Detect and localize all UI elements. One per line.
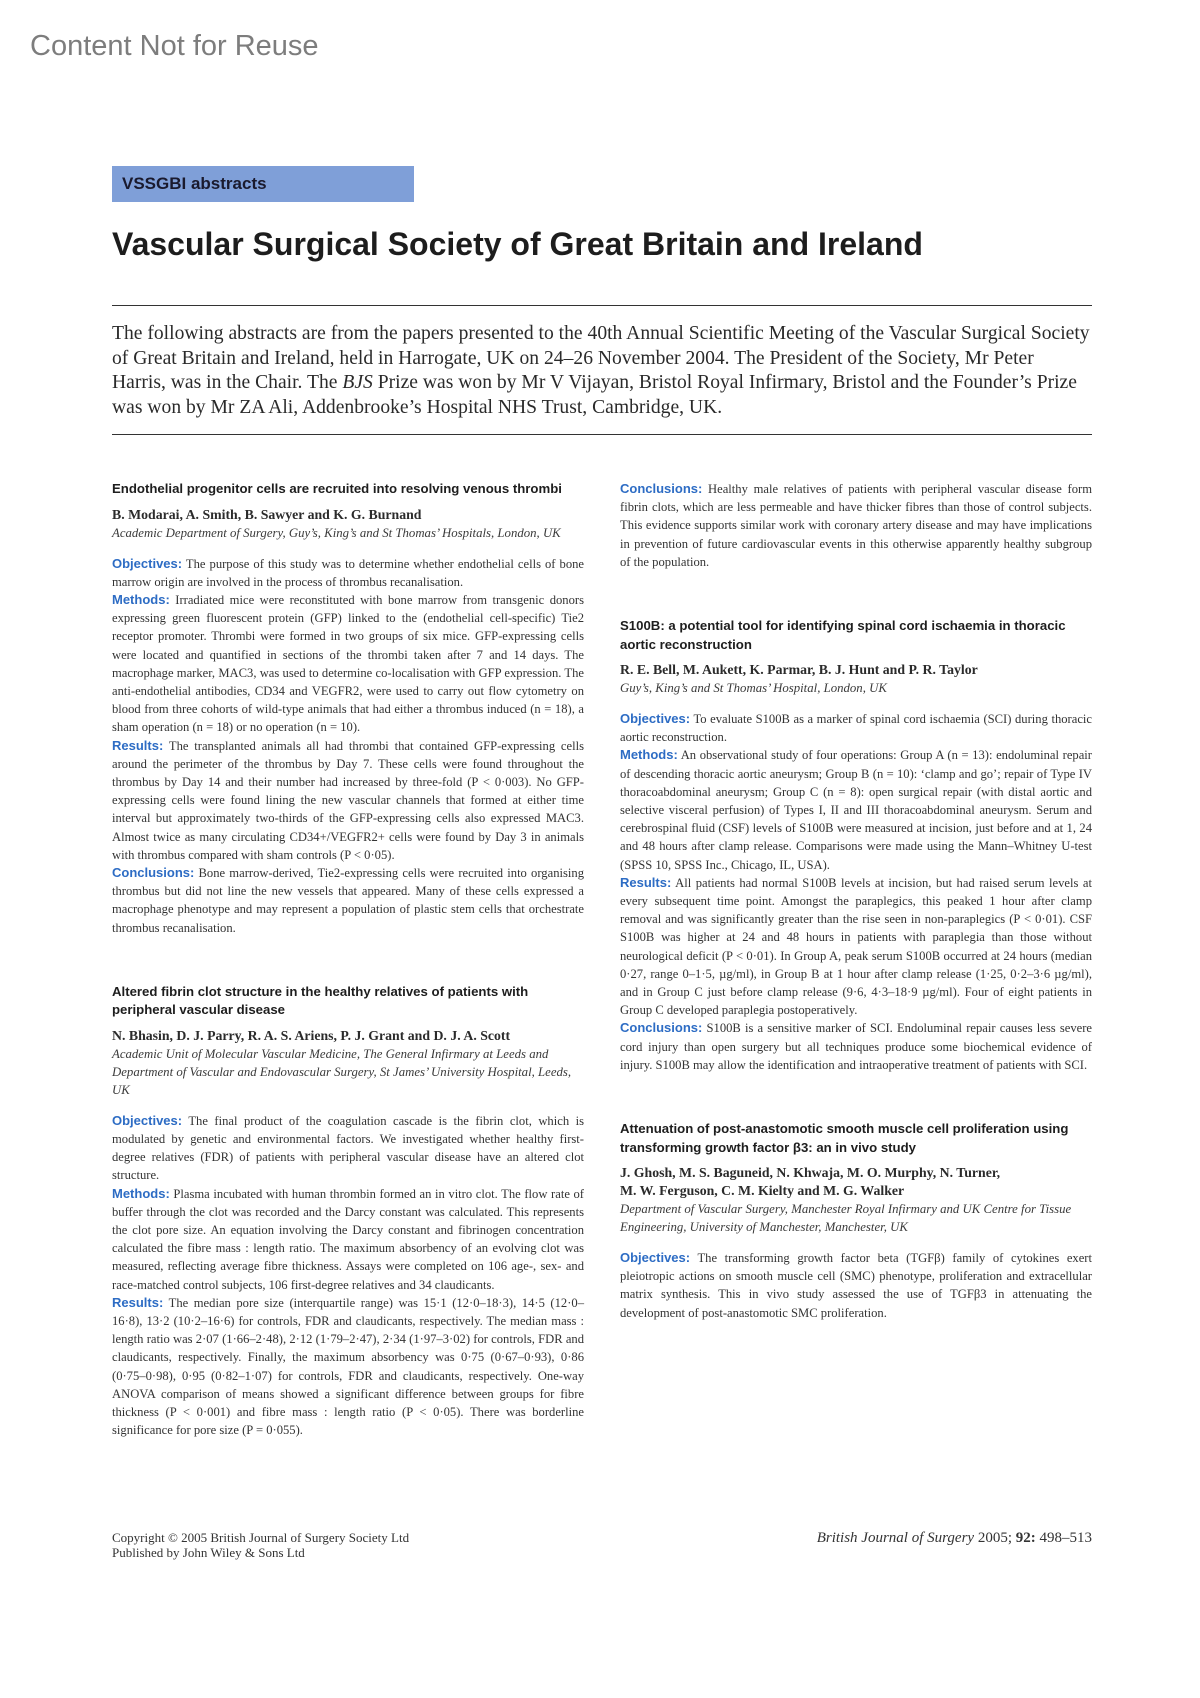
abstract-authors: J. Ghosh, M. S. Baguneid, N. Khwaja, M. O. Murphy, N. Turner, <box>620 1165 1001 1181</box>
journal-pages: 498–513 <box>1039 1530 1092 1546</box>
methods-label: Methods: <box>112 1185 170 1201</box>
objectives-label: Objectives: <box>112 555 183 571</box>
conclusions-label: Conclusions: <box>112 864 195 880</box>
results-text: The median pore size (interquartile range) was 15·1 (12·0–18·3), 14·5 (12·0–16·8), 13·2 (10·2–16·6) for controls, FDR and claudicants, respectively. The median mass : length ratio was 2·07 (1·66–2·48), 2·12 (1·79–2·47), 2·34 (1·97–3·02) for controls, FDR and claudicants, respectively. Finally, the maximum absorbency was 0·75 (0·67–0·93), 0·86 (0·75–0·98), 0·95 (0·82–1·07) for controls, FDR and claudicants, respectively. One-way ANOVA comparison of means showed a significant difference between groups for fibre thickness (P < 0·001) and fibre mass : length ratio (P < 0·05). There was borderline significance for pore size (P = 0·055). <box>112 1295 584 1438</box>
objectives-text: The purpose of this study was to determine whether endothelial cells of bone marrow origin are involved in the process of thrombus recanalisation. <box>112 556 584 589</box>
results-label: Results: <box>112 737 164 753</box>
conclusions-text: Bone marrow-derived, Tie2-expressing cells were recruited into organising thrombus but did not line the new vessels that appeared. Many of these cells expressed a macrophage phenotype and may represent a population of plastic stem cells that orchestrate thrombus recanalisation. <box>112 865 584 935</box>
results-text: The transplanted animals all had thrombi that contained GFP-expressing cells around the perimeter of the thrombus by Day 7. These cells were found throughout the thrombus by Day 14 and their number had increased by three-fold (P < 0·003). No GFP-expressing cells were found lining the new vascular channels that formed at either time interval but approximately two-thirds of the GFP-expressing cells also expressed MAC3. Almost twice as many circulating CD34+/VEGFR2+ cells were found by Day 3 in animals with thrombus compared with sham controls (P < 0·05). <box>112 738 585 862</box>
journal-volume: 92: <box>1015 1530 1036 1546</box>
abstract-title: S100B: a potential tool for identifying spinal cord ischaemia in thoracic aortic reconstruction <box>620 618 1066 652</box>
abstract-conclusions <box>620 1019 1092 1074</box>
spacer <box>620 1074 1092 1120</box>
intro-text-b: Prize was won by Mr V Vijayan, Bristol Royal Infirmary, Bristol and the Founder’s Prize was won by Mr ZA Ali, Addenbrooke’s Hospital NHS Trust, Cambridge, UK. <box>112 372 1077 418</box>
abstract-2 <box>112 983 584 1440</box>
intro-paragraph <box>112 322 1092 420</box>
intro-text-a: The following abstracts are from the papers presented to the 40th Annual Scientific Meeting of the Vascular Surgical Society of Great Britain and Ireland, held in Harrogate, UK on 24–26 November 2004. The President of the Society, Mr Peter Harris, was in the Chair. The <box>112 323 1090 393</box>
spacer <box>620 571 1092 617</box>
abstract-methods <box>620 746 1092 873</box>
footer-copyright <box>112 1530 409 1560</box>
abstract-results <box>620 874 1092 1020</box>
intro-journal: BJS <box>342 372 373 393</box>
journal-year: 2005; <box>977 1530 1012 1546</box>
conclusions-text: Healthy male relatives of patients with peripheral vascular disease form fibrin clots, which are less permeable and have thicker fibres than those of control subjects. This evidence supports similar work with coronary artery disease and may have implications in prevention of future cardiovascular events in this otherwise apparently healthy subgroup of the population. <box>620 482 1093 569</box>
methods-text: An observational study of four operations: Group A (n = 13): endoluminal repair of descending thoracic aortic aneurysm; Group B (n = 10): ‘clamp and go’; repair of Type IV thoracoabdominal aneurysm; Group C (n = 8): open surgical repair (with distal aortic and selective visceral perfusion) of Types I, II and III thoracoabdominal aneurysm. Serum and cerebrospinal fluid (CSF) levels of S100B were measured at incision, just before and at 1, 24 and 48 hours after clamp release. Comparisons were made using the Mann–Whitney U-test (SPSS 10, SPSS Inc., Chicago, IL, USA). <box>620 748 1092 872</box>
abstract-title: Endothelial progenitor cells are recruited into resolving venous thrombi <box>112 481 562 496</box>
abstract-objectives <box>112 1112 584 1185</box>
abstract-affiliation: Guy’s, King’s and St Thomas’ Hospital, London, UK <box>620 681 887 696</box>
conclusions-text: S100B is a sensitive marker of SCI. Endoluminal repair causes less severe cord injury than open surgery but all techniques produce some biochemical evidence of injury. S100B may allow the identification and intraoperative treatment of patients with SCI. <box>620 1021 1092 1072</box>
objectives-text: The final product of the coagulation cascade is the fibrin clot, which is modulated by genetic and environmental factors. We investigated whether healthy first-degree relatives (FDR) of patients with peripheral vascular disease have an altered clot structure. <box>112 1113 584 1183</box>
results-label: Results: <box>112 1294 164 1310</box>
abstract-conclusions <box>112 864 584 937</box>
abstract-results <box>112 737 584 864</box>
watermark: Content Not for Reuse <box>30 30 319 62</box>
abstract-methods <box>112 591 584 737</box>
abstract-2-continued <box>620 480 1092 571</box>
conclusions-label: Conclusions: <box>620 481 703 496</box>
section-tag: VSSGBI abstracts <box>112 166 414 202</box>
objectives-label: Objectives: <box>620 1250 691 1266</box>
results-text: All patients had normal S100B levels at incision, but had raised serum levels at every subsequent time point. Amongst the paraplegics, this peaked 1 hour after clamp removal and was significantly greater than the rise seen in non-paraplegics (P < 0·01). CSF S100B was higher at 24 and 48 hours in patients with paraplegia than those without neurological deficit (P < 0·01). In Group A, peak serum S100B occurred at 24 hours (median 0·27, range 0–1·5, µg/ml), in Group B at 1 hour after clamp release (1·25, 0·2–3·6 µg/ml), and in Group C just before clamp release (9·6, 4·3–18·9 µg/ml). Four of eight patients in Group C developed paraplegia postoperatively. <box>620 875 1092 1018</box>
abstract-1 <box>112 480 584 937</box>
abstract-authors: N. Bhasin, D. J. Parry, R. A. S. Ariens, P. J. Grant and D. J. A. Scott <box>112 1027 511 1043</box>
left-column <box>112 480 584 1439</box>
abstract-title: Attenuation of post-anastomotic smooth muscle cell proliferation using transforming growth factor β3: an in vivo study <box>620 1121 1069 1155</box>
abstract-authors: R. E. Bell, M. Aukett, K. Parmar, B. J. Hunt and P. R. Taylor <box>620 662 978 678</box>
journal-name: British Journal of Surgery <box>816 1530 975 1546</box>
abstract-objectives <box>620 1249 1092 1322</box>
copyright-line: Copyright © 2005 British Journal of Surgery Society Ltd <box>112 1530 410 1545</box>
abstract-affiliation: Department of Vascular Surgery, Manchester Royal Infirmary and UK Centre for Tissue Engineering, University of Manchester, Manchester, UK <box>620 1202 1072 1235</box>
abstract-affiliation: Academic Unit of Molecular Vascular Medicine, The General Infirmary at Leeds and Department of Vascular and Endovascular Surgery, St James’ University Hospital, Leeds, UK <box>112 1046 572 1097</box>
abstract-objectives <box>620 710 1092 746</box>
spacer <box>112 937 584 983</box>
methods-text: Plasma incubated with human thrombin formed an in vitro clot. The flow rate of buffer through the clot was recorded and the Darcy constant was calculated. This represents the clot pore size. An equation involving the Darcy constant and fibrinogen concentration calculated the fibre mass : length ratio. The maximum absorbency of an evolving clot was measured, reflecting average fibre thickness. Assays were completed on 106 age-, sex- and race-matched control subjects, 106 first-degree relatives and 34 claudicants. <box>112 1186 584 1292</box>
objectives-text: The transforming growth factor beta (TGFβ) family of cytokines exert pleiotropic actions on smooth muscle cell (SMC) phenotype, proliferation and extracellular matrix synthesis. This in vivo study assessed the use of TGFβ3 in attenuating the development of post-anastomotic SMC proliferation. <box>620 1251 1093 1320</box>
abstract-conclusions <box>620 480 1092 571</box>
abstract-title: Altered fibrin clot structure in the healthy relatives of patients with peripheral vascular disease <box>112 983 529 1018</box>
abstract-authors: M. W. Ferguson, C. M. Kielty and M. G. Walker <box>620 1183 905 1199</box>
methods-text: Irradiated mice were reconstituted with bone marrow from transgenic donors expressing green fluorescent protein (GFP) linked to the (endothelial cell-specific) Tie2 receptor promoter. Thrombi were formed in two groups of six mice. GFP-expressing cells were located and quantified in sections of the thrombi taken after 7 and 14 days. The macrophage marker, MAC3, was used to determine co-localisation with GFP expression. The anti-endothelial antibodies, CD34 and VEGFR2, were used to carry out flow cytometry on blood from three cohorts of wild-type animals that had either a thrombus induced (n = 18), a sham operation (n = 18) or no operation (n = 10). <box>112 592 584 735</box>
objectives-text: To evaluate S100B as a marker of spinal cord ischaemia (SCI) during thoracic aortic reconstruction. <box>620 712 1092 745</box>
abstract-affiliation: Academic Department of Surgery, Guy’s, King’s and St Thomas’ Hospitals, London, UK <box>112 525 561 540</box>
abstract-results <box>112 1294 584 1440</box>
abstract-3 <box>620 617 1092 1074</box>
methods-label: Methods: <box>620 747 678 763</box>
objectives-label: Objectives: <box>620 711 691 727</box>
objectives-label: Objectives: <box>112 1112 183 1128</box>
results-label: Results: <box>620 874 672 890</box>
abstract-methods <box>112 1185 584 1294</box>
methods-label: Methods: <box>112 591 170 607</box>
footer-citation <box>790 1530 1092 1547</box>
abstract-objectives <box>112 555 584 591</box>
right-column <box>620 480 1092 1322</box>
conclusions-label: Conclusions: <box>620 1020 703 1036</box>
abstract-authors: B. Modarai, A. Smith, B. Sawyer and K. G. Burnand <box>112 506 422 522</box>
page-title: Vascular Surgical Society of Great Britain and Ireland <box>112 226 923 262</box>
top-rule <box>112 305 1092 306</box>
publisher-line: Published by John Wiley & Sons Ltd <box>112 1545 305 1560</box>
intro-rule <box>112 434 1092 435</box>
abstract-4 <box>620 1120 1092 1322</box>
